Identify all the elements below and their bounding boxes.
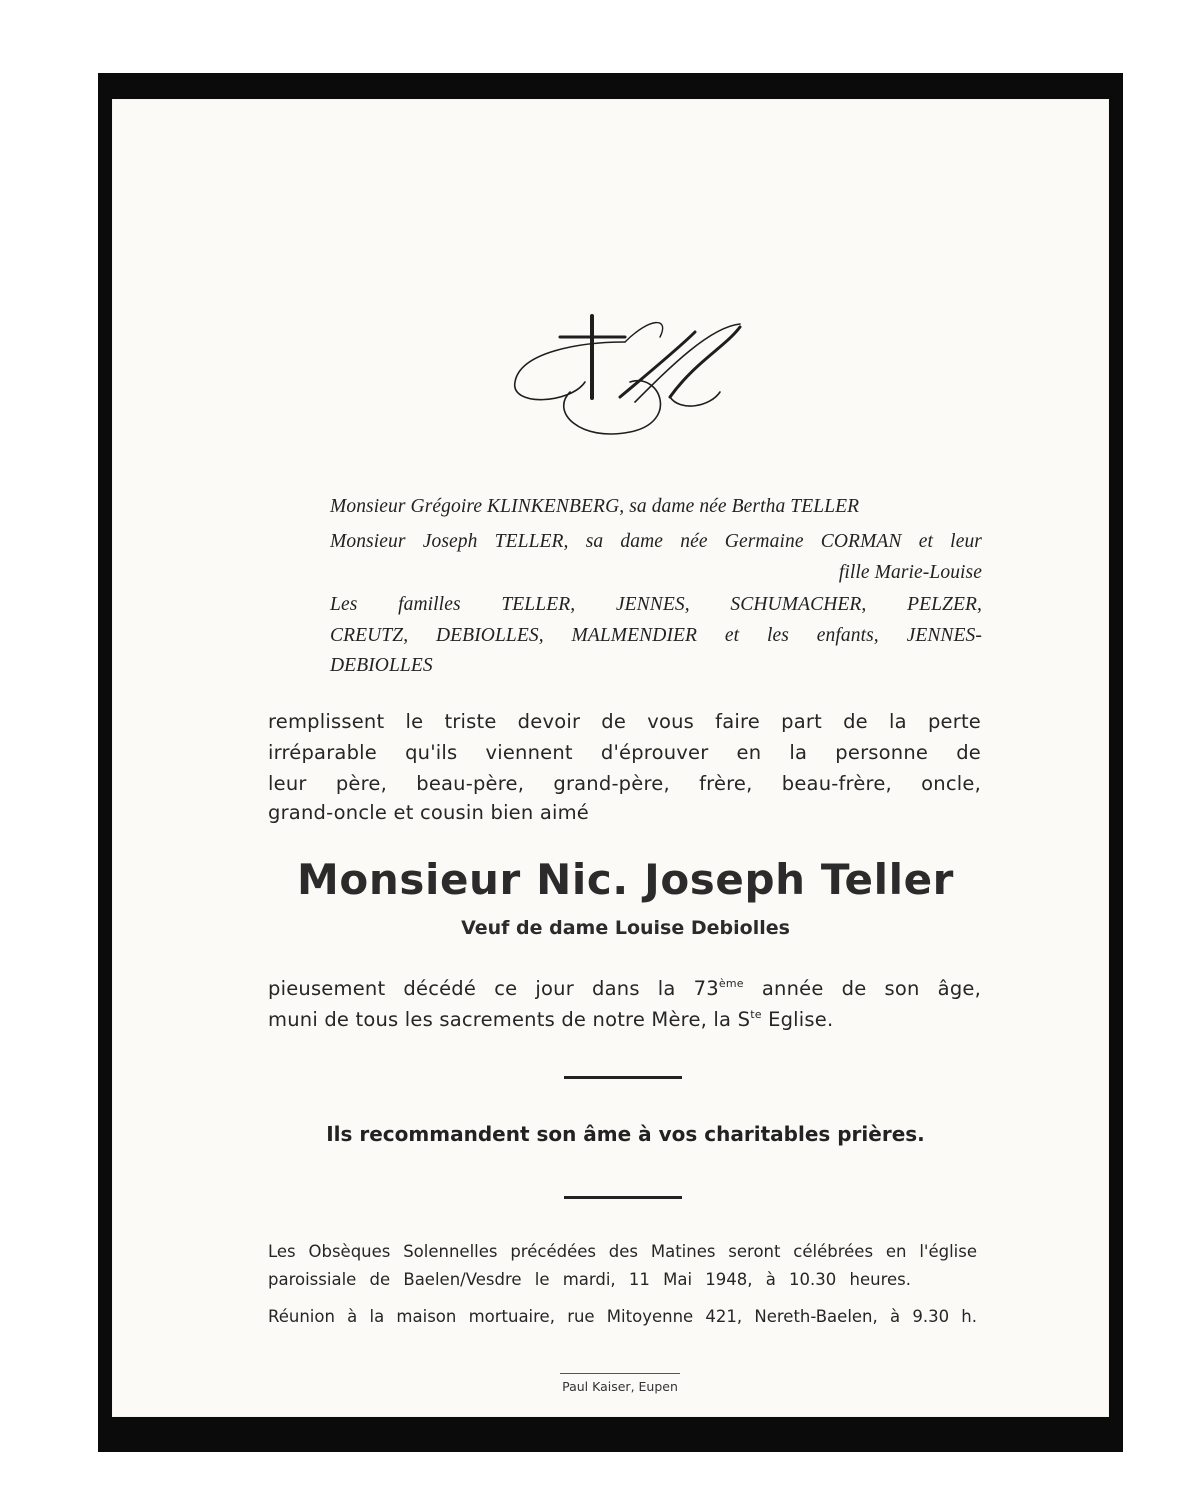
- death-line-2-end: Eglise.: [761, 1008, 834, 1031]
- family-line-families-1: Les familles TELLER, JENNES, SCHUMACHER, PELZER,: [330, 594, 982, 615]
- monogram-m-stroke-2: [635, 324, 740, 402]
- deceased-name: Monsieur Nic. Joseph Teller: [297, 855, 954, 904]
- death-line-2-sup: te: [750, 1008, 762, 1021]
- divider-rule-bottom: [564, 1196, 682, 1199]
- funeral-line-3: Réunion à la maison mortuaire, rue Mitoyenne 421, Nereth-Baelen, à 9.30 h.: [268, 1307, 977, 1326]
- widower-line: Veuf de dame Louise Debiolles: [461, 917, 790, 939]
- printer-credit: Paul Kaiser, Eupen: [562, 1379, 678, 1394]
- family-line-teller-cont: fille Marie-Louise: [838, 562, 982, 583]
- family-line-teller: Monsieur Joseph TELLER, sa dame née Germaine CORMAN et leur: [330, 531, 982, 552]
- prayer-line: Ils recommandent son âme à vos charitables prières.: [326, 1122, 925, 1146]
- death-line-2: [268, 1008, 941, 1031]
- monogram-loop-left: [515, 342, 625, 400]
- funeral-line-2: paroissiale de Baelen/Vesdre le mardi, 11 Mai 1948, à 10.30 heures.: [268, 1270, 911, 1289]
- announcement-line-4: grand-oncle et cousin bien aimé: [268, 801, 589, 824]
- monogram-m-stroke-1: [620, 332, 695, 397]
- monogram-m-tail: [670, 392, 720, 406]
- funeral-line-1: Les Obsèques Solennelles précédées des Matines seront célébrées en l'église: [268, 1242, 977, 1261]
- monogram-top-flourish: [625, 323, 663, 342]
- monogram-m-stroke-3: [670, 327, 740, 397]
- divider-rule-top: [564, 1076, 682, 1079]
- family-line-families-3: DEBIOLLES: [330, 655, 433, 676]
- family-line-klinkenberg: Monsieur Grégoire KLINKENBERG, sa dame née Bertha TELLER: [330, 496, 860, 517]
- announcement-line-2: irréparable qu'ils viennent d'éprouver en la personne de: [268, 741, 981, 764]
- death-line-1: [268, 977, 981, 1000]
- death-line-1-end: année de son âge,: [743, 977, 981, 1000]
- printer-rule: [560, 1373, 680, 1374]
- announcement-line-1: remplissent le triste devoir de vous faire part de la perte: [268, 710, 981, 733]
- cross-monogram-emblem: [510, 312, 750, 447]
- death-line-2-text: muni de tous les sacrements de notre Mère, la S: [268, 1008, 751, 1031]
- death-line-1-text: pieusement décédé ce jour dans la 73: [268, 977, 719, 1000]
- family-line-families-2: CREUTZ, DEBIOLLES, MALMENDIER et les enfants, JENNES-: [330, 625, 982, 646]
- announcement-line-3: leur père, beau-père, grand-père, frère, beau-frère, oncle,: [268, 772, 981, 795]
- death-line-1-sup: ème: [718, 977, 744, 990]
